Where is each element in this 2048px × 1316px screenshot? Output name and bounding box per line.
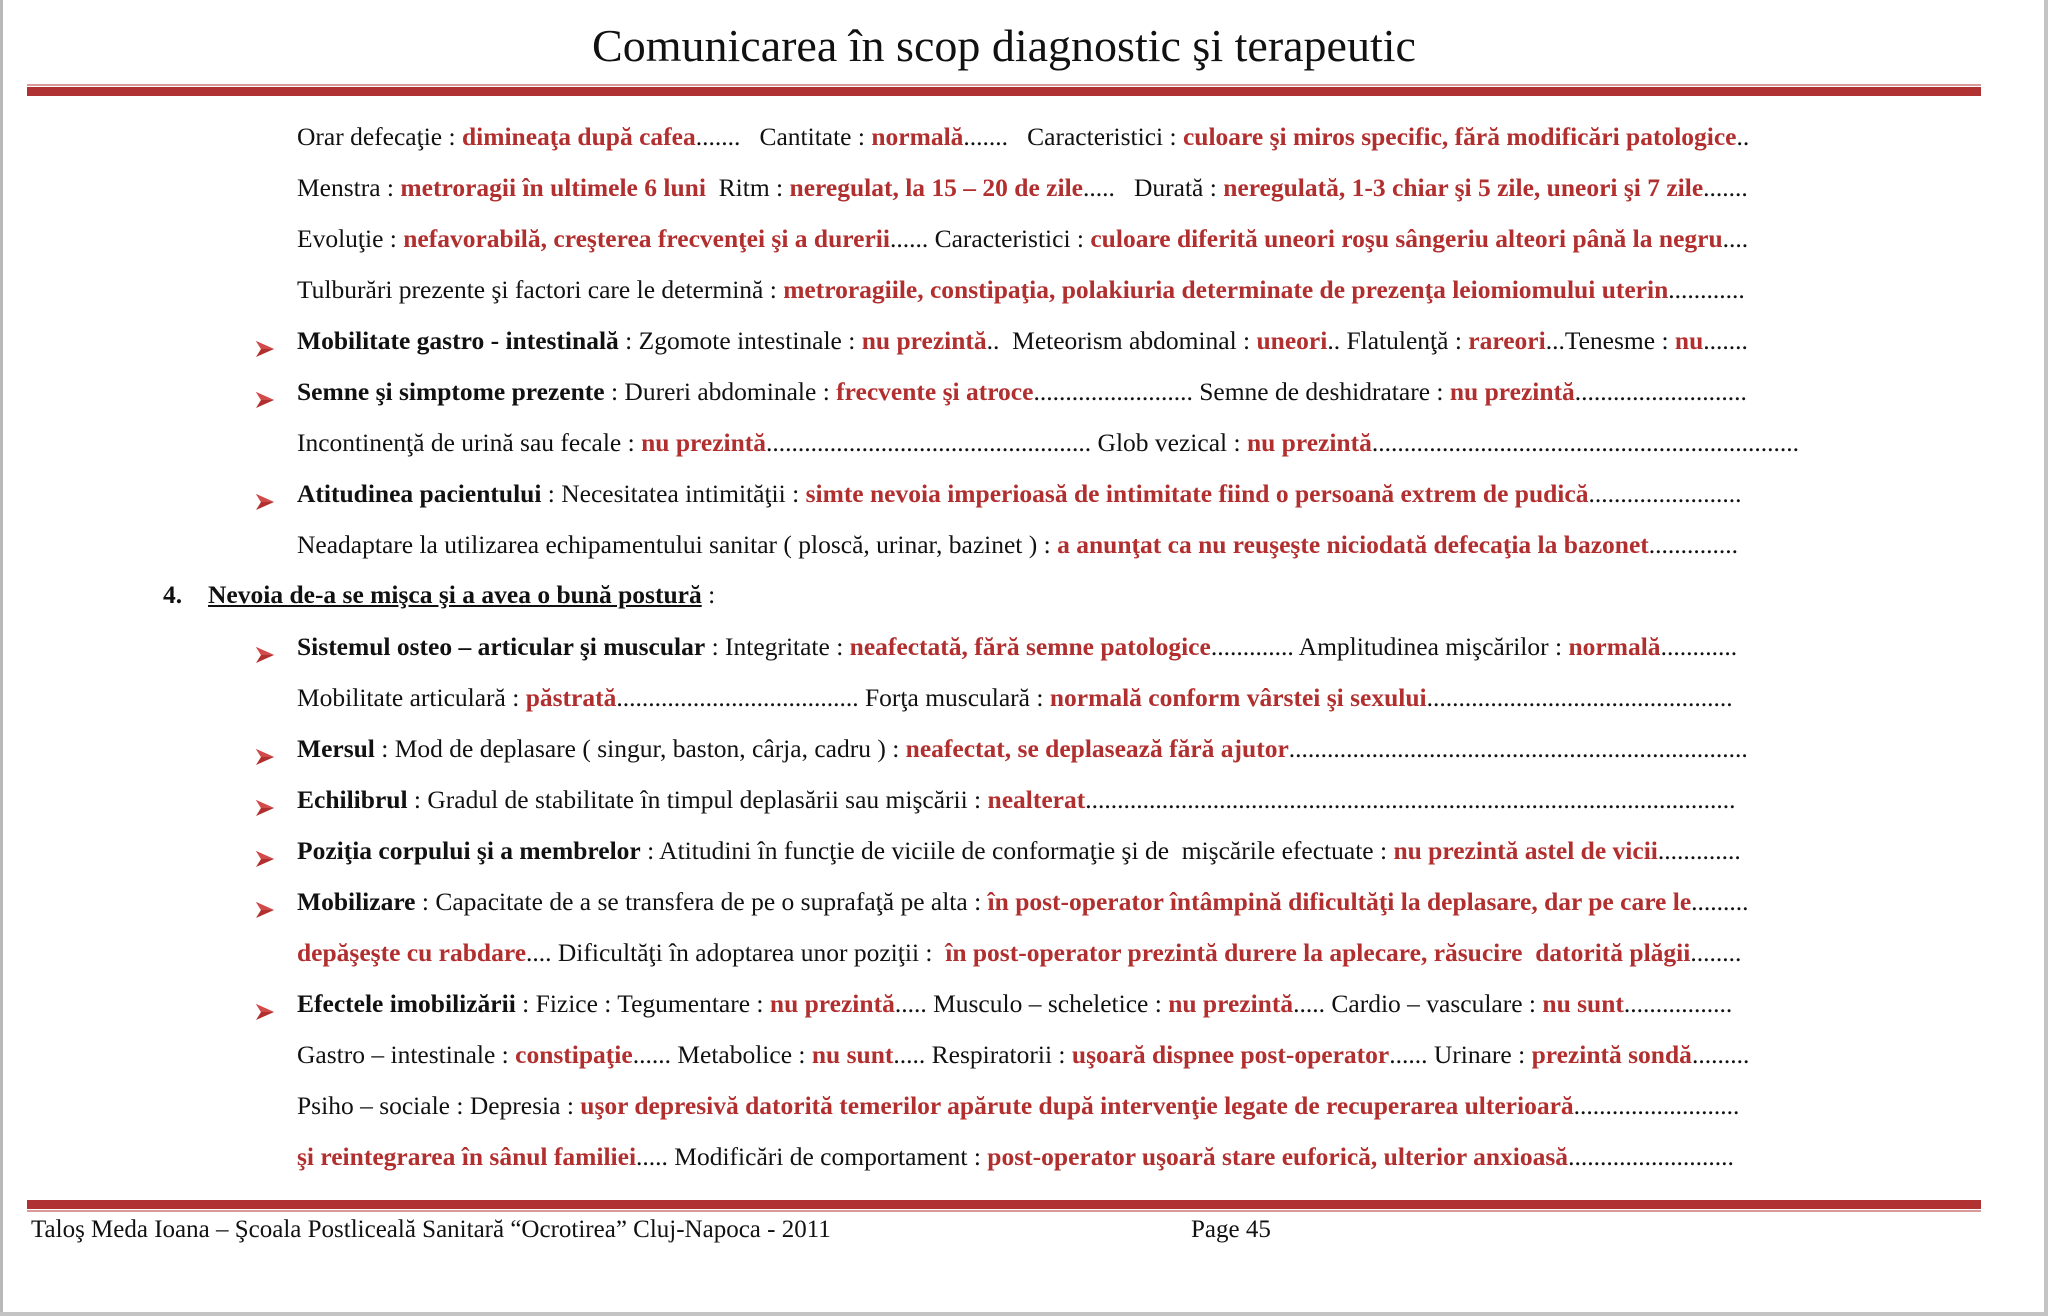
field-value: frecvente şi atroce	[836, 377, 1034, 406]
field-heading: Echilibrul	[297, 785, 408, 814]
page-header-title: Comunicarea în scop diagnostic şi terapeutic	[592, 20, 1416, 71]
leader-dots: ....	[1722, 224, 1749, 253]
bullet-list-item	[297, 474, 1741, 514]
text-line	[297, 1137, 1734, 1177]
field-label: Metabolice :	[677, 1040, 812, 1069]
field-heading: Mobilitate gastro - intestinală	[297, 326, 619, 355]
field-label: Durată :	[1133, 173, 1224, 202]
text-line	[297, 117, 1749, 157]
field-value: nu prezintă	[1168, 989, 1294, 1018]
text-line	[297, 933, 1741, 973]
field-value: metroragii în ultimele 6 luni	[400, 173, 706, 202]
text-line	[297, 678, 1733, 718]
field-value: nu prezintă astel de vicii	[1393, 836, 1658, 865]
text-line	[297, 525, 1738, 565]
bullet-list-item	[297, 372, 1747, 412]
leader-dots: ..	[1327, 326, 1347, 355]
field-label: : Mod de deplasare ( singur, baston, cârja, cadru ) :	[374, 734, 906, 763]
section-title-suffix: :	[701, 580, 716, 609]
field-label: : Necesitatea intimităţii :	[541, 479, 806, 508]
leader-dots: ....	[526, 938, 558, 967]
leader-dots: ........	[1690, 938, 1742, 967]
field-label: Menstra :	[297, 173, 401, 202]
field-value: nu prezintă	[1246, 428, 1372, 457]
footer-rule-thick	[27, 1200, 1981, 1209]
leader-dots: .................	[1623, 989, 1733, 1018]
header-rule-thick	[27, 87, 1981, 96]
field-label: Urinare :	[1433, 1040, 1532, 1069]
field-label: : Dureri abdominale :	[604, 377, 837, 406]
field-label: Meteorism abdominal :	[1012, 326, 1257, 355]
leader-dots: .......	[1703, 173, 1748, 202]
leader-dots: ...........................	[1574, 377, 1747, 406]
field-value: a anunţat ca nu reuşeşte niciodată defecaţia la bazonet	[1057, 530, 1649, 559]
field-value: neafectată, fără semne patologice	[849, 632, 1211, 661]
leader-dots: .......	[1703, 326, 1748, 355]
field-label: Cantitate :	[759, 122, 872, 151]
field-value: normală	[871, 122, 964, 151]
leader-dots: ..............	[1648, 530, 1739, 559]
leader-dots: ............	[1668, 275, 1745, 304]
field-value: post-operator uşoară stare euforică, ulterior anxioasă	[987, 1142, 1569, 1171]
field-value: normală	[1568, 632, 1661, 661]
text-line	[297, 219, 1748, 259]
leader-dots: ........................	[1588, 479, 1742, 508]
footer-page-number: Page 45	[1191, 1216, 1271, 1243]
text-line	[297, 1035, 1749, 1075]
leader-dots: .....	[1082, 173, 1134, 202]
field-value: prezintă sondă	[1531, 1040, 1692, 1069]
page-edge-bottom	[0, 1312, 2048, 1316]
field-heading: Sistemul osteo – articular şi muscular	[297, 632, 706, 661]
field-heading: Semne şi simptome prezente	[297, 377, 605, 406]
leader-dots: ...................................................	[766, 428, 1098, 457]
leader-dots: ..	[986, 326, 1013, 355]
field-heading: Mobilizare	[297, 887, 416, 916]
field-label: : Atitudini în funcţie de viciile de conformaţie şi de mişcările efectuate :	[640, 836, 1394, 865]
bullet-list-item	[297, 627, 1737, 667]
field-value: culoare diferită uneori roşu sângeriu alteori până la negru	[1090, 224, 1723, 253]
leader-dots: .....	[893, 1040, 932, 1069]
field-label: : Fizice : Tegumentare :	[515, 989, 770, 1018]
leader-dots: .......	[963, 122, 1028, 151]
field-value: depăşeşte cu rabdare	[297, 938, 527, 967]
field-value: dimineaţa după cafea	[461, 122, 696, 151]
bullet-list-item	[297, 831, 1741, 871]
field-label: Cardio – vasculare :	[1331, 989, 1543, 1018]
field-value: uşor depresivă datorită temerilor apărute după intervenţie legate de recuperarea ulterioară	[580, 1091, 1574, 1120]
field-heading: Efectele imobilizării	[297, 989, 516, 1018]
arrow-bullet-icon	[255, 994, 275, 1014]
field-label: Caracteristici :	[1027, 122, 1183, 151]
leader-dots: .....	[636, 1142, 675, 1171]
text-line	[297, 168, 1748, 208]
leader-dots: ...................................................................	[1371, 428, 1799, 457]
field-label: Ritm :	[705, 173, 790, 202]
bullet-list-item	[297, 882, 1749, 922]
field-label: Mobilitate articulară :	[297, 683, 526, 712]
field-value: nu prezintă	[1449, 377, 1575, 406]
leader-dots: ......	[1389, 1040, 1434, 1069]
field-label: Amplitudinea mişcărilor :	[1298, 632, 1569, 661]
field-label: Caracteristici :	[934, 224, 1091, 253]
bullet-list-item	[297, 984, 1732, 1024]
field-value: nu sunt	[1542, 989, 1624, 1018]
field-heading: Poziţia corpului şi a membrelor	[297, 836, 641, 865]
field-value: nu sunt	[811, 1040, 894, 1069]
leader-dots: .............	[1657, 836, 1741, 865]
text-line	[297, 1086, 1739, 1126]
leader-dots: ......................................	[616, 683, 865, 712]
field-value: şi reintegrarea în sânul familiei	[297, 1142, 637, 1171]
field-label: Forţa musculară :	[865, 683, 1050, 712]
field-label: : Zgomote intestinale :	[618, 326, 862, 355]
field-label: Tenesme :	[1564, 326, 1675, 355]
leader-dots: ..........................	[1568, 1142, 1734, 1171]
arrow-bullet-icon	[255, 331, 275, 351]
field-value: rareori	[1468, 326, 1546, 355]
field-label: Modificări de comportament :	[674, 1142, 988, 1171]
leader-dots: ........................................................................	[1288, 734, 1748, 763]
leader-dots: ................................................	[1426, 683, 1733, 712]
field-label: Orar defecaţie :	[297, 122, 462, 151]
field-label: Evoluţie :	[297, 224, 404, 253]
field-value: metroragiile, constipaţia, polakiuria determinate de prezenţa leiomiomului uterin	[783, 275, 1669, 304]
field-label: Psiho – sociale : Depresia :	[297, 1091, 581, 1120]
arrow-bullet-icon	[255, 382, 275, 402]
leader-dots: ..........................	[1573, 1091, 1740, 1120]
field-value: nu prezintă	[769, 989, 895, 1018]
arrow-bullet-icon	[255, 739, 275, 759]
field-value: neregulat, la 15 – 20 de zile	[789, 173, 1083, 202]
leader-dots: ......................................................................................................	[1085, 785, 1736, 814]
bullet-list-item	[297, 321, 1748, 361]
field-label: : Gradul de stabilitate în timpul deplasării sau mişcării :	[407, 785, 988, 814]
leader-dots: ......	[889, 224, 935, 253]
leader-dots: ............	[1660, 632, 1738, 661]
field-value: în post-operator prezintă durere la aplecare, răsucire datorită plăgii	[945, 938, 1691, 967]
leader-dots: .....	[894, 989, 934, 1018]
field-value: nu	[1674, 326, 1704, 355]
leader-dots: ......	[632, 1040, 678, 1069]
field-label: Flatulenţă :	[1346, 326, 1469, 355]
field-label: Musculo – scheletice :	[933, 989, 1169, 1018]
leader-dots: ...	[1545, 326, 1565, 355]
bullet-list-item	[297, 729, 1748, 769]
field-value: simte nevoia imperioasă de intimitate fiind o persoană extrem de pudică	[805, 479, 1589, 508]
leader-dots: .....	[1293, 989, 1332, 1018]
field-label: : Integritate :	[705, 632, 850, 661]
leader-dots: .........	[1691, 887, 1749, 916]
arrow-bullet-icon	[255, 790, 275, 810]
arrow-bullet-icon	[255, 892, 275, 912]
footer-author: Taloş Meda Ioana – Şcoala Postliceală Sanitară “Ocrotirea” Cluj-Napoca - 2011	[31, 1216, 831, 1243]
field-value: păstrată	[525, 683, 617, 712]
footer-rule-thin	[27, 1210, 1981, 1212]
field-value: în post-operator întâmpină dificultăţi la deplasare, dar pe care le	[987, 887, 1692, 916]
field-heading: Mersul	[297, 734, 375, 763]
scrollbar-track[interactable]	[2044, 0, 2048, 1316]
field-value: constipaţie	[515, 1040, 633, 1069]
field-heading: Atitudinea pacientului	[297, 479, 542, 508]
page-edge-left	[0, 0, 3, 1316]
section-heading	[163, 575, 715, 615]
field-value: nu prezintă	[861, 326, 987, 355]
field-label: Glob vezical :	[1097, 428, 1247, 457]
arrow-bullet-icon	[255, 484, 275, 504]
field-label: Dificultăţi în adoptarea unor poziţii :	[557, 938, 946, 967]
leader-dots: ..	[1736, 122, 1750, 151]
field-value: nealterat	[987, 785, 1086, 814]
field-value: nefavorabilă, creşterea frecvenţei şi a durerii	[403, 224, 890, 253]
leader-dots: .........	[1691, 1040, 1750, 1069]
field-label: Incontinenţă de urină sau fecale :	[297, 428, 642, 457]
bullet-list-item	[297, 780, 1736, 820]
field-label: Neadaptare la utilizarea echipamentului sanitar ( ploscă, urinar, bazinet ) :	[297, 530, 1058, 559]
section-number: 4.	[163, 580, 183, 609]
leader-dots: .......	[695, 122, 760, 151]
leader-dots: .........................	[1033, 377, 1200, 406]
field-value: normală conform vârstei şi sexului	[1049, 683, 1427, 712]
field-label: Gastro – intestinale :	[297, 1040, 516, 1069]
field-value: nu prezintă	[641, 428, 767, 457]
field-label: Tulburări prezente şi factori care le determină :	[297, 275, 784, 304]
field-value: uşoară dispnee post-operator	[1071, 1040, 1390, 1069]
text-line	[297, 423, 1799, 463]
field-value: neafectat, se deplasează fără ajutor	[905, 734, 1289, 763]
field-value: neregulată, 1-3 chiar şi 5 zile, uneori şi 7 zile	[1223, 173, 1704, 202]
arrow-bullet-icon	[255, 841, 275, 861]
field-value: uneori	[1256, 326, 1328, 355]
leader-dots: .............	[1210, 632, 1299, 661]
field-label: : Capacitate de a se transfera de pe o suprafaţă pe alta :	[415, 887, 988, 916]
arrow-bullet-icon	[255, 637, 275, 657]
text-line	[297, 270, 1745, 310]
field-label: Respiratorii :	[931, 1040, 1072, 1069]
header-rule-thin	[27, 84, 1981, 86]
field-value: culoare şi miros specific, fără modificări patologice	[1182, 122, 1737, 151]
field-label: Semne de deshidratare :	[1199, 377, 1450, 406]
section-title: Nevoia de-a se mişca şi a avea o bună postură	[208, 580, 702, 609]
